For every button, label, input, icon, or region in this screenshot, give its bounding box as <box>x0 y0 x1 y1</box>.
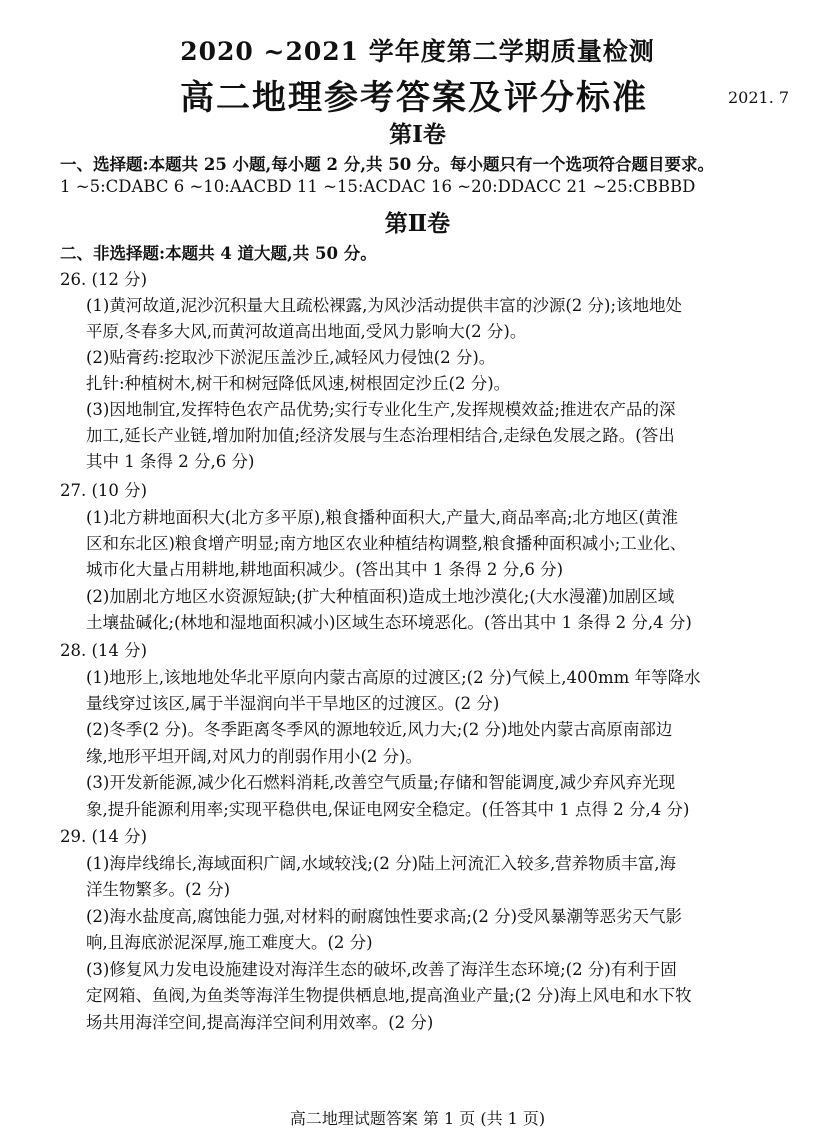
part1-heading: 第Ⅰ卷 <box>389 121 446 148</box>
q29-line-6: 定网箱、鱼阀,为鱼类等海洋生物提供栖息地,提高渔业产量;(2 分)海上风电和水下牧 <box>86 986 692 1005</box>
q27-line-2: 区和东北区)粮食增产明显;南方地区农业种植结构调整,粮食播种面积减小;工业化、 <box>86 534 687 553</box>
q27-line-3: 城市化大量占用耕地,耕地面积减少。(答出其中 1 条得 2 分,6 分) <box>86 560 564 579</box>
q28-line-6: 象,提升能源利用率;实现平稳供电,保证电网安全稳定。(任答其中 1 点得 2 分,4 分) <box>86 800 690 819</box>
q26-line-3: (2)贴膏药:挖取沙下淤泥压盖沙丘,减轻风力侵蚀(2 分)。 <box>86 348 496 367</box>
exam-title: 2020 ~2021 学年度第二学期质量检测 <box>180 37 655 66</box>
q27-line-4: (2)加剧北方地区水资源短缺;(扩大种植面积)造成土地沙漠化;(大水漫灌)加剧区域 <box>86 587 675 606</box>
q28-line-1: (1)地形上,该地地处华北平原向内蒙古高原的过渡区;(2 分)气候上,400mm 年等降水 <box>86 668 701 687</box>
q27-label: 27. (10 分) <box>60 481 148 500</box>
part1-instruction: 一、选择题:本题共 25 小题,每小题 2 分,共 50 分。每小题只有一个选项符合题目要求。 <box>60 155 714 174</box>
part1-answers: 1 ~5:CDABC 6 ~10:AACBD 11 ~15:ACDAC 16 ~20:DDACC 21 ~25:CBBBD <box>60 177 696 196</box>
q27-line-5: 土壤盐碱化;(林地和湿地面积减小)区域生态环境恶化。(答出其中 1 条得 2 分,4 分) <box>86 613 692 632</box>
page-footer: 高二地理试题答案 第 1 页 (共 1 页) <box>289 1109 546 1128</box>
part2-instruction: 二、非选择题:本题共 4 道大题,共 50 分。 <box>60 244 377 263</box>
q29-label: 29. (14 分) <box>60 827 148 846</box>
part2-heading: 第Ⅱ卷 <box>384 210 451 237</box>
q26-line-4: 扎针:种植树木,树干和树冠降低风速,树根固定沙丘(2 分)。 <box>86 374 511 393</box>
q29-line-4: 响,且海底淤泥深厚,施工难度大。(2 分) <box>86 933 373 952</box>
q28-line-4: 缘,地形平坦开阔,对风力的削弱作用小(2 分)。 <box>86 747 423 766</box>
q29-line-7: 场共用海洋空间,提高海洋空间利用效率。(2 分) <box>86 1013 434 1032</box>
q26-line-2: 平原,冬春多大风,而黄河故道高出地面,受风力影响大(2 分)。 <box>86 322 527 341</box>
q29-line-5: (3)修复风力发电设施建设对海洋生态的破坏,改善了海洋生态环境;(2 分)有利于固 <box>86 960 677 979</box>
q29-line-2: 洋生物繁多。(2 分) <box>86 880 231 899</box>
q29-line-3: (2)海水盐度高,腐蚀能力强,对材料的耐腐蚀性要求高;(2 分)受风暴潮等恶劣天气影 <box>86 907 683 926</box>
document-title: 高二地理参考答案及评分标准 <box>180 78 648 118</box>
q27-line-1: (1)北方耕地面积大(北方多平原),粮食播种面积大,产量大,商品率高;北方地区(黄淮 <box>86 508 678 527</box>
q28-line-2: 量线穿过该区,属于半湿润向半干旱地区的过渡区。(2 分) <box>86 694 500 713</box>
q26-line-1: (1)黄河故道,泥沙沉积量大且疏松裸露,为风沙活动提供丰富的沙源(2 分);该地地处 <box>86 296 683 315</box>
q26-line-5: (3)因地制宜,发挥特色农产品优势;实行专业化生产,发挥规模效益;推进农产品的深 <box>86 400 676 419</box>
q28-line-3: (2)冬季(2 分)。冬季距离冬季风的源地较近,风力大;(2 分)地处内蒙古高原南部边 <box>86 720 673 739</box>
q28-line-5: (3)开发新能源,减少化石燃料消耗,改善空气质量;存储和智能调度,减少弃风弃光现 <box>86 773 676 792</box>
document-date: 2021. 7 <box>728 88 790 107</box>
q29-line-1: (1)海岸线绵长,海域面积广阔,水域较浅;(2 分)陆上河流汇入较多,营养物质丰富,海 <box>86 854 677 873</box>
q28-label: 28. (14 分) <box>60 641 148 660</box>
q26-label: 26. (12 分) <box>60 270 148 289</box>
q26-line-7: 其中 1 条得 2 分,6 分) <box>86 452 255 471</box>
q26-line-6: 加工,延长产业链,增加附加值;经济发展与生态治理相结合,走绿色发展之路。(答出 <box>86 426 675 445</box>
